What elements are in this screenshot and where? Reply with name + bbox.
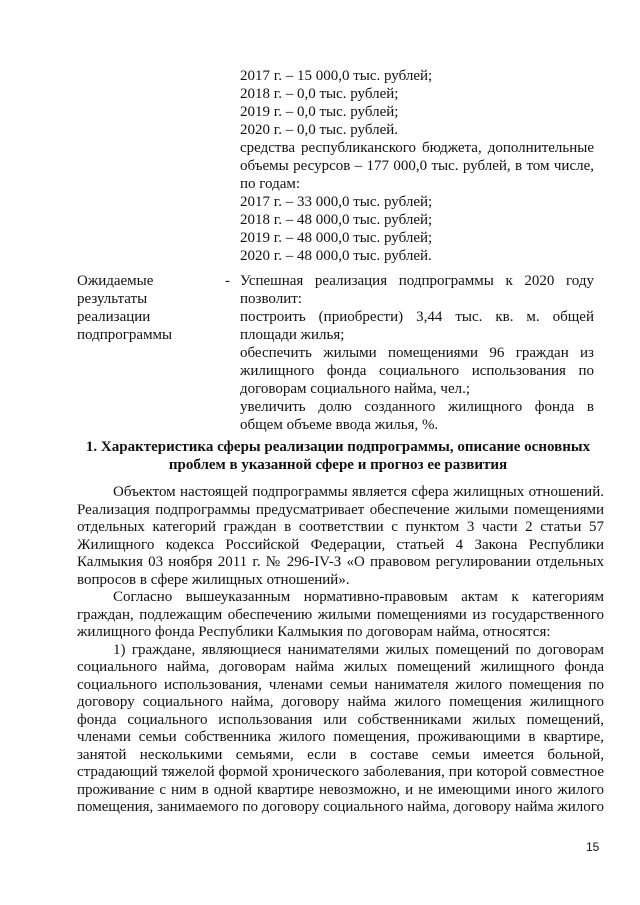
label-line: подпрограммы bbox=[77, 327, 173, 343]
body-line: отдельных категорий граждан в соответствии с пунктом 3 части 2 статьи 57 bbox=[77, 519, 604, 535]
body-line: членами семьи собственника жилого помещения, проживающими в квартире, bbox=[77, 729, 604, 745]
body-line: договору социального найма, договору найма жилого помещения жилищного bbox=[77, 694, 604, 710]
body-line: Согласно вышеуказанным нормативно-правовым актам к категориям bbox=[113, 589, 604, 605]
body-line: граждан, подлежащим обеспечению жилыми помещениями из государственного bbox=[77, 606, 604, 623]
funding-line: по годам: bbox=[240, 176, 301, 192]
result-line: общем объеме ввода жилья, %. bbox=[240, 417, 439, 433]
result-line: Успешная реализация подпрограммы к 2020 году bbox=[240, 273, 594, 289]
funding-lines bbox=[240, 67, 594, 265]
label-line: реализации bbox=[77, 309, 151, 325]
body-line: Жилищного кодекса Российской Федерации, статьей 4 Закона Республики bbox=[77, 536, 604, 553]
result-line: построить (приобрести) 3,44 тыс. кв. м. общей bbox=[240, 309, 594, 325]
body-line: проживание с ним в одной квартире невозможно, и не имеющими иного жилого bbox=[77, 781, 604, 798]
body-line: социального найма, договорам найма жилых помещений жилищного фонда bbox=[77, 659, 604, 675]
label-line: Ожидаемые bbox=[77, 273, 154, 289]
body-line: фонда социального использования или собственниками жилых помещений, bbox=[77, 711, 604, 728]
funding-line: объемы ресурсов – 177 000,0 тыс. рублей, в том числе, bbox=[240, 158, 594, 174]
body-line: 1) граждане, являющиеся нанимателями жилых помещений по договорам bbox=[113, 641, 604, 658]
body-line: Реализация подпрограммы предусматривает обеспечение жилыми помещениями bbox=[77, 501, 604, 518]
result-line: обеспечить жилыми помещениями 96 граждан из bbox=[240, 345, 594, 361]
body-text bbox=[77, 484, 604, 817]
section-heading-line-2: проблем в указанной сфере и прогноз ее развития bbox=[168, 457, 508, 473]
section-heading bbox=[78, 438, 598, 474]
body-line: страдающий тяжелой формой хронического заболевания, при которой совместное bbox=[77, 764, 604, 780]
result-line: жилищного фонда социального использования по bbox=[240, 363, 594, 379]
funding-line: 2017 г. – 33 000,0 тыс. рублей; bbox=[240, 194, 433, 210]
expected-results-text bbox=[240, 272, 594, 434]
expected-results-label bbox=[77, 272, 217, 344]
body-line: вопросов в сфере жилищных отношений». bbox=[77, 571, 350, 588]
result-line: увеличить долю созданного жилищного фонда в bbox=[240, 399, 594, 415]
funding-line: 2018 г. – 48 000,0 тыс. рублей; bbox=[240, 212, 433, 228]
body-line: Калмыкия 03 ноября 2011 г. № 296-IV-З «О правовом регулировании отдельных bbox=[77, 554, 604, 570]
result-line: площади жилья; bbox=[240, 327, 345, 343]
label-line: результаты bbox=[77, 291, 148, 307]
section-heading-line-1: 1. Характеристика сферы реализации подпрограммы, описание основных bbox=[85, 439, 591, 455]
body-line: жилищного фонда Республики Калмыкия по договорам найма, относятся: bbox=[77, 624, 551, 640]
body-line: социального использования, членами семьи нанимателя жилого помещения по bbox=[77, 676, 604, 693]
page-number: 15 bbox=[586, 840, 600, 854]
body-line: помещения, занимаемого по договору социального найма, договору найма жилого bbox=[77, 799, 604, 815]
body-line: Объектом настоящей подпрограммы является сфера жилищных отношений. bbox=[113, 484, 604, 500]
funding-line: 2019 г. – 0,0 тыс. рублей; bbox=[240, 104, 399, 120]
funding-line: 2017 г. – 15 000,0 тыс. рублей; bbox=[240, 68, 433, 84]
funding-line: средства республиканского бюджета, дополнительные bbox=[240, 140, 594, 156]
result-line: договорам социального найма, чел.; bbox=[240, 381, 471, 397]
funding-line: 2018 г. – 0,0 тыс. рублей; bbox=[240, 86, 399, 102]
funding-line: 2020 г. – 0,0 тыс. рублей. bbox=[240, 122, 399, 138]
funding-line: 2020 г. – 48 000,0 тыс. рублей. bbox=[240, 248, 432, 264]
funding-line: 2019 г. – 48 000,0 тыс. рублей; bbox=[240, 230, 433, 246]
body-line: занятой несколькими семьями, если в составе семьи имеется больной, bbox=[77, 746, 604, 763]
result-line: позволит: bbox=[240, 291, 302, 307]
row-dash: - bbox=[225, 273, 230, 289]
